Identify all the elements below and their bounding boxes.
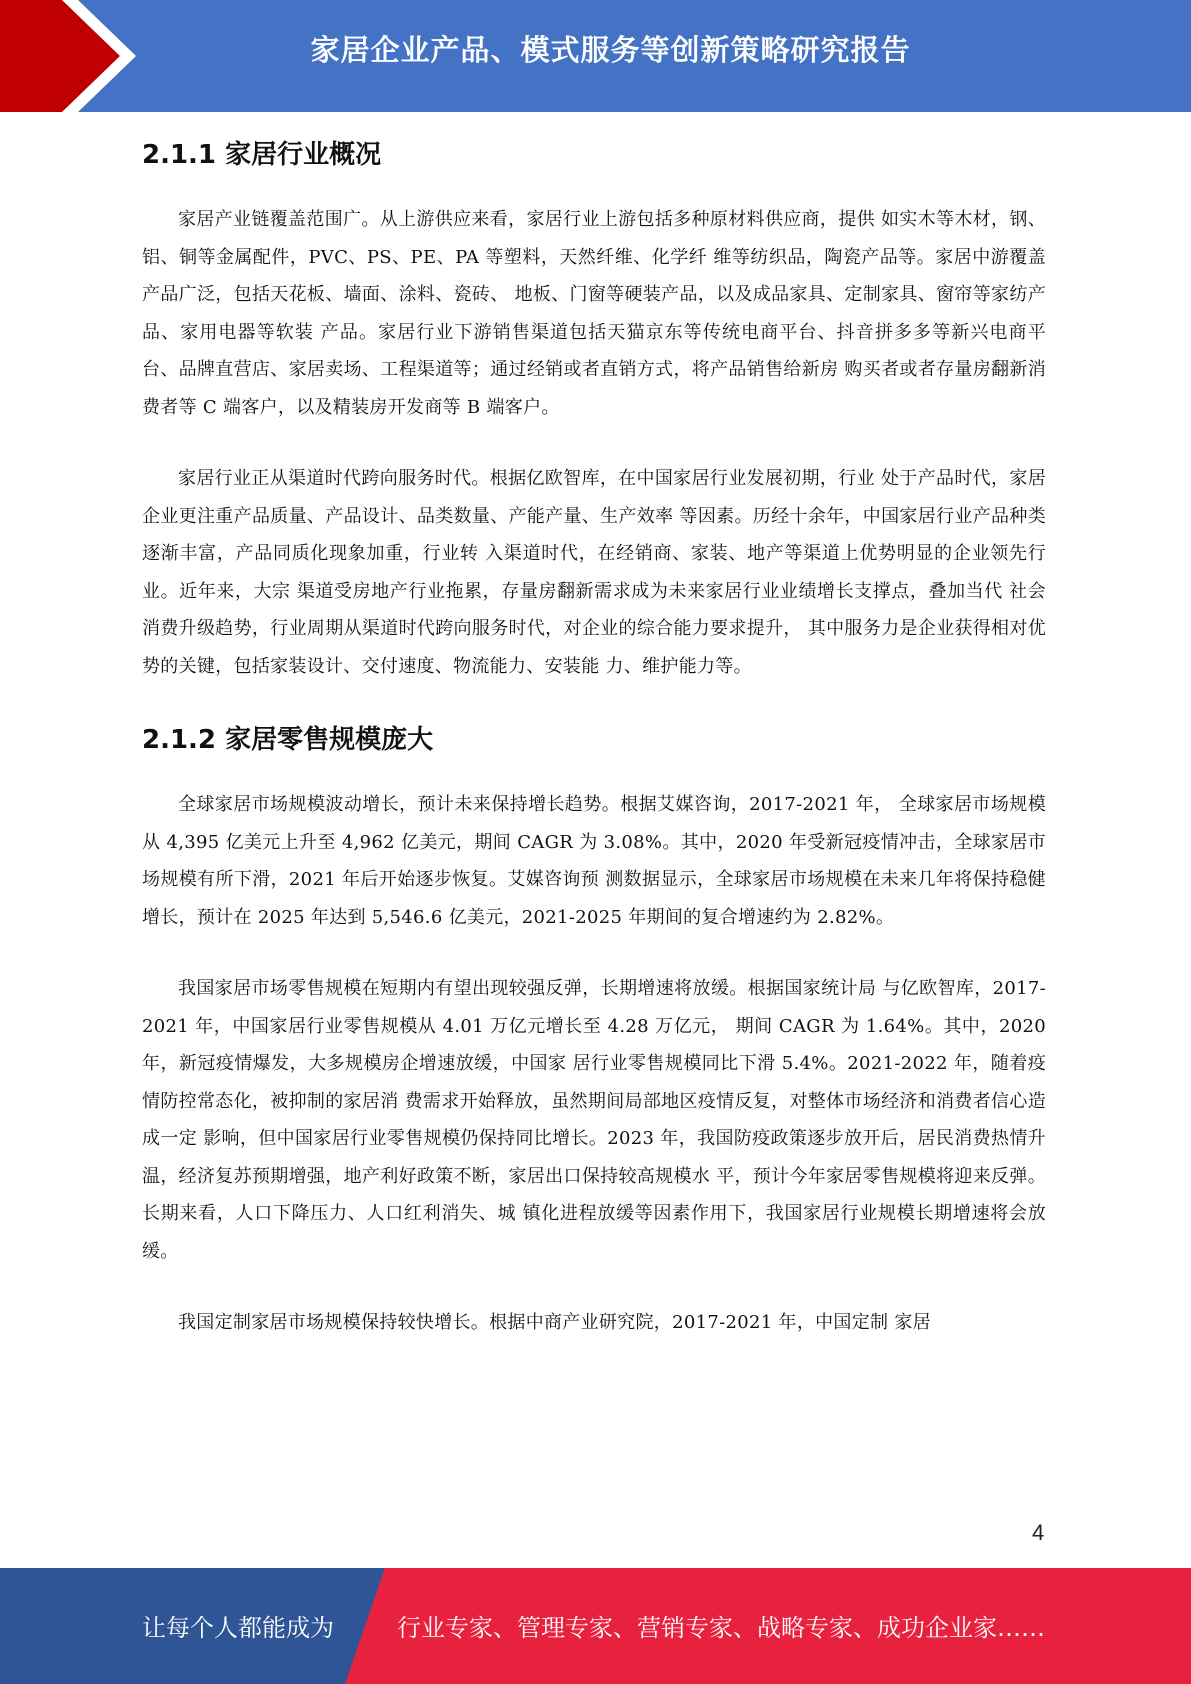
report-footer: [0, 1568, 1191, 1684]
paragraph-custom-furniture: 我国定制家居市场规模保持较快增长。根据中商产业研究院，2017-2021 年，中国定制 家居: [178, 1312, 931, 1333]
section-heading-overview: 2.1.1 家居行业概况: [142, 140, 382, 170]
footer-slogan-right: 行业专家、管理专家、营销专家、战略专家、成功企业家……: [397, 1614, 1045, 1642]
section-heading-retail-scale: 2.1.2 家居零售规模庞大: [142, 725, 434, 755]
document-body: [142, 124, 1046, 1376]
report-header: [0, 0, 1191, 112]
report-title: 家居企业产品、模式服务等创新策略研究报告: [310, 33, 911, 67]
paragraph-service-era: 家居行业正从渠道时代跨向服务时代。根据亿欧智库，在中国家居行业发展初期，行业 处于产品时代，家居企业更注重产品质量、产品设计、品类数量、产能产量、生产效率 等因素。历经十余年，中国家居行业产品种类逐渐丰富，产品同质化现象加重，行业转 入渠道时代，在经销商、家装、地产等渠道上优势明显的企业领先行业。近年来，大宗 渠道受房地产行业拖累，存量房翻新需求成为未来家居行业业绩增长支撑点，叠加当代 社会消费升级趋势，行业周期从渠道时代跨向服务时代，对企业的综合能力要求提升， 其中服务力是企业获得相对优势的关键，包括家装设计、交付速度、物流能力、安装能 力、维护能力等。: [142, 468, 1046, 677]
page-number: 4: [1032, 1520, 1045, 1545]
paragraph-global-market: 全球家居市场规模波动增长，预计未来保持增长趋势。根据艾媒咨询，2017-2021 年， 全球家居市场规模从 4,395 亿美元上升至 4,962 亿美元，期间 CAGR 为 3.08%。其中，2020 年受新冠疫情冲击，全球家居市场规模有所下滑，2021 年后开始逐步恢复。艾媒咨询预 测数据显示，全球家居市场规模在未来几年将保持稳健增长，预计在 2025 年达到 5,546.6 亿美元，2021-2025 年期间的复合增速约为 2.82%。: [142, 794, 1046, 928]
footer-slogan-left: 让每个人都能成为: [142, 1614, 334, 1642]
paragraph-china-retail: 我国家居市场零售规模在短期内有望出现较强反弹，长期增速将放缓。根据国家统计局 与亿欧智库，2017-2021 年，中国家居行业零售规模从 4.01 万亿元增长至 4.28 万亿元， 期间 CAGR 为 1.64%。其中，2020 年，新冠疫情爆发，大多规模房企增速放缓，中国家 居行业零售规模同比下滑 5.4%。2021-2022 年，随着疫情防控常态化，被抑制的家居消 费需求开始释放，虽然期间局部地区疫情反复，对整体市场经济和消费者信心造成一定 影响，但中国家居行业零售规模仍保持同比增长。2023 年，我国防疫政策逐步放开后，居民消费热情升温，经济复苏预期增强，地产利好政策不断，家居出口保持较高规模水 平，预计今年家居零售规模将迎来反弹。长期来看，人口下降压力、人口红利消失、城 镇化进程放缓等因素作用下，我国家居行业规模长期增速将会放缓。: [142, 978, 1046, 1262]
paragraph-industry-chain: 家居产业链覆盖范围广。从上游供应来看，家居行业上游包括多种原材料供应商，提供 如实木等木材，钢、铝、铜等金属配件，PVC、PS、PE、PA 等塑料，天然纤维、化学纤 维等纺织品，陶瓷产品等。家居中游覆盖产品广泛，包括天花板、墙面、涂料、瓷砖、 地板、门窗等硬装产品，以及成品家具、定制家具、窗帘等家纺产品、家用电器等软装 产品。家居行业下游销售渠道包括天猫京东等传统电商平台、抖音拼多多等新兴电商平 台、品牌直营店、家居卖场、工程渠道等；通过经销或者直销方式，将产品销售给新房 购买者或者存量房翻新消费者等 C 端客户，以及精装房开发商等 B 端客户。: [142, 209, 1046, 418]
